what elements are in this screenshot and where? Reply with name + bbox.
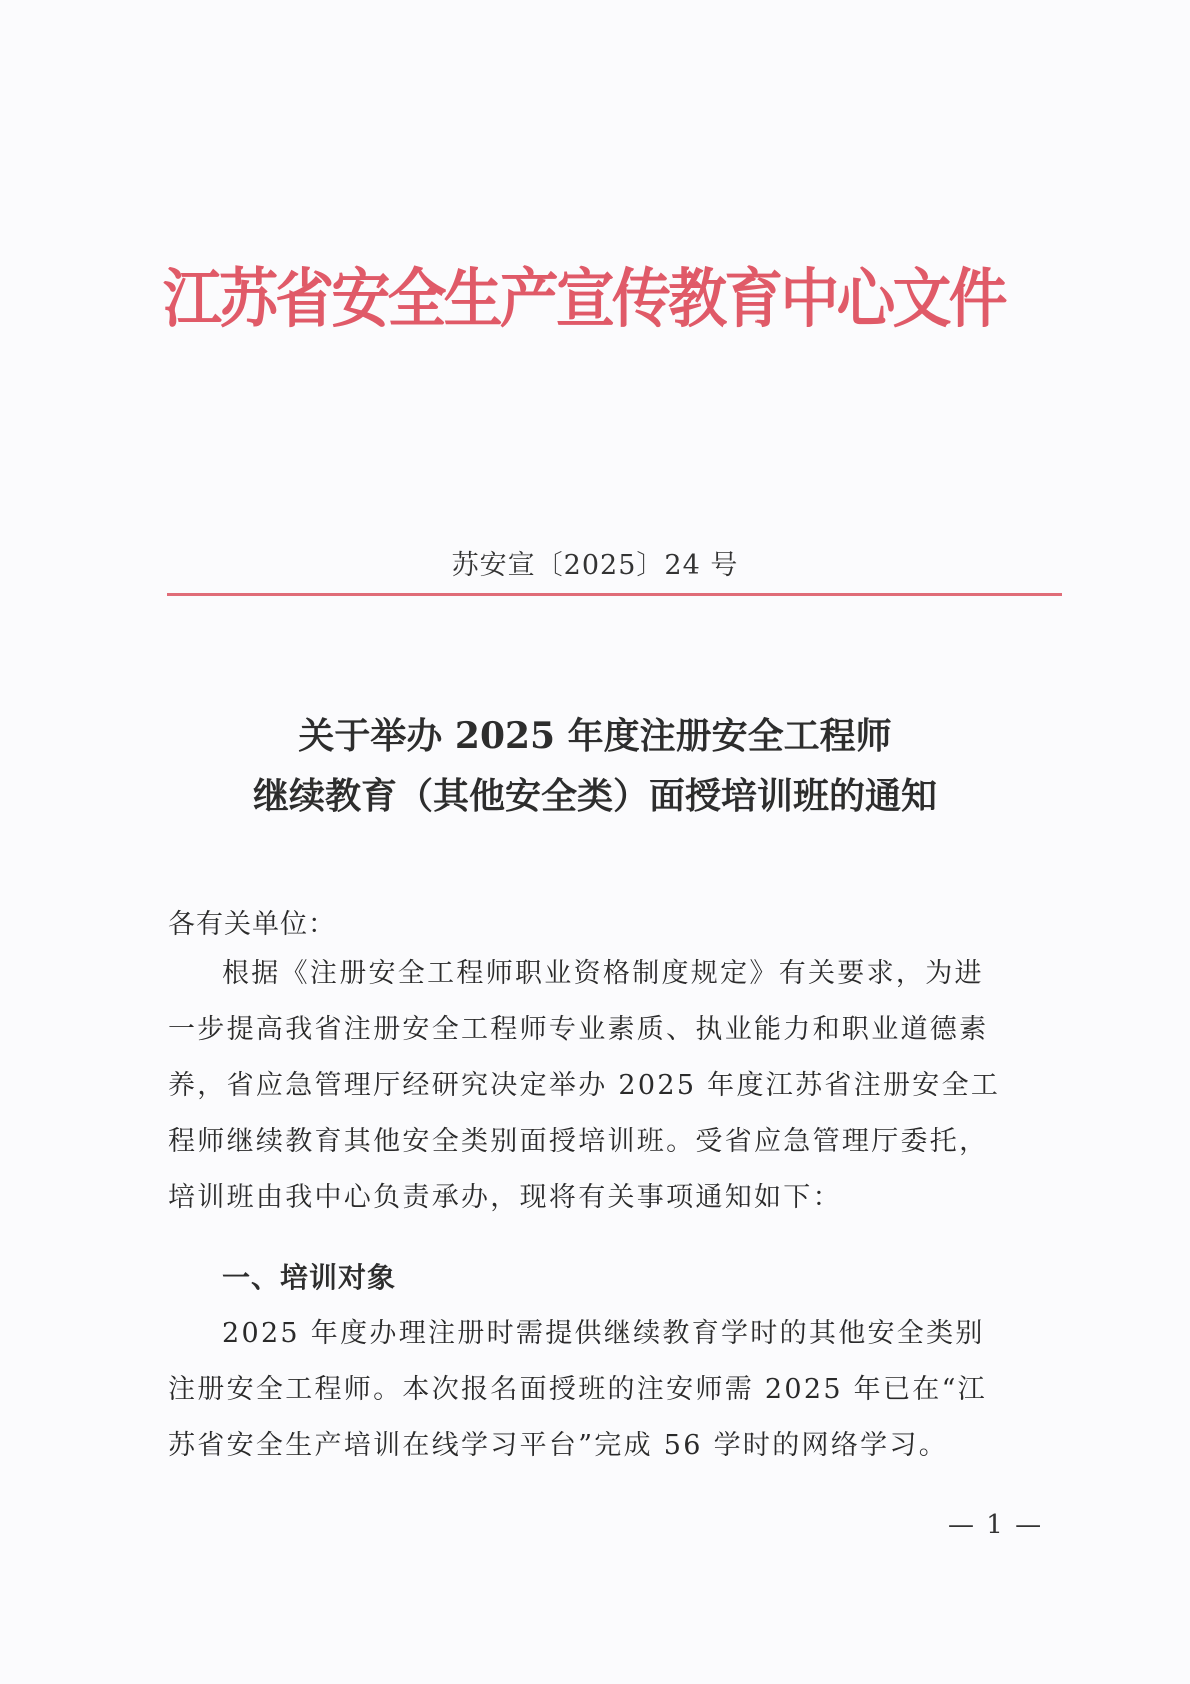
section-heading: 一、培训对象 [222, 1261, 397, 1294]
notice-title-line-2: 继续教育（其他安全类）面授培训班的通知 [252, 775, 937, 817]
masthead-title: 江苏省安全生产宣传教育中心文件 [163, 262, 1005, 337]
paragraph-line: 注册安全工程师。本次报名面授班的注安师需 2025 年已在“江 [168, 1374, 987, 1405]
paragraph-line: 苏省安全生产培训在线学习平台”完成 56 学时的网络学习。 [168, 1430, 949, 1461]
salutation: 各有关单位： [168, 909, 336, 940]
paragraph-line: 培训班由我中心负责承办，现将有关事项通知如下： [168, 1182, 842, 1213]
notice-title-line-1: 关于举办 2025 年度注册安全工程师 [298, 715, 892, 757]
paragraph-line: 程师继续教育其他安全类别面授培训班。受省应急管理厅委托， [168, 1126, 989, 1157]
paragraph-line: 根据《注册安全工程师职业资格制度规定》有关要求，为进 [222, 958, 984, 989]
red-divider-line [167, 593, 1062, 596]
paragraph-line: 2025 年度办理注册时需提供继续教育学时的其他安全类别 [222, 1318, 985, 1349]
paragraph-line: 一步提高我省注册安全工程师专业素质、执业能力和职业道德素 [168, 1014, 989, 1045]
paragraph-line: 养，省应急管理厅经研究决定举办 2025 年度江苏省注册安全工 [168, 1070, 1001, 1101]
page-number: — 1 — [948, 1510, 1044, 1540]
document-number: 苏安宣〔2025〕24 号 [451, 550, 739, 581]
